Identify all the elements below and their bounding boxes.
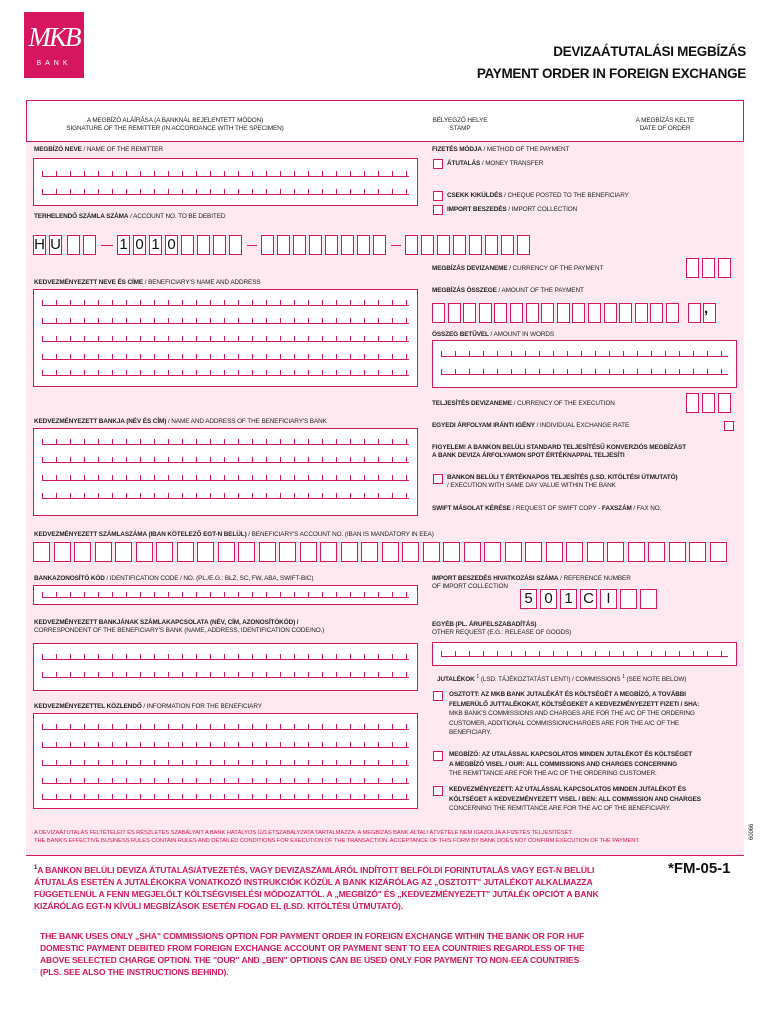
- iban-cell[interactable]: [74, 542, 91, 562]
- same-day-label: BANKON BELÜLI T ÉRTÉKNAPOS TELJESÍTÉS (LSD. KITÖLTÉSI ÚTMUTATÓ) / EXECUTION WITH SAME DAY VALUE WITHIN THE BANK: [447, 474, 678, 489]
- swift-copy-label: SWIFT MÁSOLAT KÉRÉSE / REQUEST OF SWIFT COPY - FAXSZÁM / FAX NO.: [432, 505, 662, 512]
- ben-option: KEDVEZMÉNYEZETT: AZ UTALÁSSAL KAPCSOLATOS MINDEN JUTALÉKOT ÉS KÖLTSÉGET A KEDVEZMÉNYEZETT VISEL / BEN: ALL COMMISSION AND CHARGES CONCERNING THE REMITTANCE ARE FOR THE A/C OF THE BENEFICIARY.: [449, 786, 701, 813]
- account-cell[interactable]: [357, 235, 370, 255]
- import-ref-cell[interactable]: [620, 589, 637, 609]
- iban-cell[interactable]: [566, 542, 583, 562]
- amount-cell[interactable]: [463, 303, 476, 323]
- amount-cell[interactable]: [666, 303, 679, 323]
- import-ref-cell[interactable]: 0: [540, 589, 557, 609]
- iban-cell[interactable]: [525, 542, 542, 562]
- iban-cell[interactable]: [382, 542, 399, 562]
- same-day-checkbox[interactable]: [433, 474, 443, 484]
- account-cell[interactable]: [453, 235, 466, 255]
- correspondent-label: KEDVEZMÉNYEZETT BANKJÁNAK SZÁMLAKAPCSOLATA (NÉV, CÍM, AZONOSÍTÓKÓD) / CORRESPONDENT OF THE BENEFICIARY'S BANK (NAME, ADDRESS, IDENTIFICATION CODE/NO.): [34, 619, 325, 634]
- amount-cell[interactable]: [526, 303, 539, 323]
- rate-label: EGYEDI ÁRFOLYAM IRÁNTI IGÉNY / INDIVIDUAL EXCHANGE RATE: [432, 422, 630, 429]
- account-cell[interactable]: [229, 235, 242, 255]
- amount-cell[interactable]: [572, 303, 585, 323]
- our-checkbox[interactable]: [433, 751, 443, 761]
- iban-cell[interactable]: [505, 542, 522, 562]
- import-collection-checkbox[interactable]: [433, 205, 443, 215]
- amount-cell[interactable]: [448, 303, 461, 323]
- iban-cell[interactable]: [218, 542, 235, 562]
- account-separator: [391, 245, 401, 246]
- rate-checkbox[interactable]: [724, 421, 734, 431]
- title-en: PAYMENT ORDER IN FOREIGN EXCHANGE: [476, 66, 746, 81]
- other-label: EGYÉB (PL. ÁRUFELSZABADÍTÁS) OTHER REQUEST (E.G.: RELEASE OF GOODS): [432, 621, 572, 636]
- account-cell[interactable]: [181, 235, 194, 255]
- account-cell[interactable]: [341, 235, 354, 255]
- iban-cell[interactable]: [259, 542, 276, 562]
- info-label: KEDVEZMÉNYEZETTEL KÖZLENDŐ / INFORMATION FOR THE BENEFICIARY: [34, 703, 262, 710]
- form-code: *FM-05-1: [668, 860, 731, 877]
- import-ref-cell[interactable]: C: [580, 589, 597, 609]
- money-transfer-checkbox[interactable]: [433, 159, 443, 169]
- account-cell[interactable]: [421, 235, 434, 255]
- remitter-field[interactable]: [33, 158, 418, 206]
- footnote-en: THE BANK USES ONLY „SHA" COMMISSIONS OPTION FOR PAYMENT ORDER IN FOREIGN EXCHANGE WITHIN THE BANK OR FOR HUF DOMESTIC PAYMENT DEBITED FROM FOREIGN EXCHANGE ACCOUNT OR PAYMENT SENT TO EEA COUNTRIES REGARDLESS OF THE ABOVE SELECTED CHARGE OPTION. THE "OUR" AND „BEN" OPTIONS CAN BE USED ONLY FOR PAYMENT TO NON-EEA COUNTRIES (PLS. SEE ALSO THE INSTRUCTIONS BEHIND).: [40, 931, 585, 977]
- account-cell[interactable]: [83, 235, 96, 255]
- currency-cell[interactable]: [702, 258, 715, 278]
- exec-currency-field[interactable]: [686, 393, 734, 415]
- money-transfer-label: ÁTUTALÁS / MONEY TRANSFER: [447, 160, 544, 167]
- commissions-label: JUTALÉKOK $^1$ (LSD. TÁJÉKOZTATÁST LENT!) / COMMISSIONS $^1$ (SEE NOTE BELOW): [437, 674, 687, 684]
- account-cell[interactable]: [197, 235, 210, 255]
- account-cell[interactable]: [261, 235, 274, 255]
- footnote-hu: $^1$A BANKON BELÜLI DEVIZA ÁTUTALÁS/ÁTVEZETÉS, VAGY DEVIZASZÁMLÁRÓL INDÍTOTT BELFÖLDI FORINTUTALÁS VAGY EGT-N BELÜLI ÁTUTALÁS ESETÉN A JUTALÉKOKRA VONATKOZÓ INSTRUKCIÓK KÖZÜL A BANK KIZÁRÓLAG AZ „OSZTOTT" JUTALÉKOT ALKALMAZZA FÜGGETLENÜL A FENN MEGJELÖLT KÖLTSÉGVISELÉSI MÓDOZATTÓL. A „MEGBÍZÓ" ÉS „KEDVEZMÉNYEZETT" JUTALÉK OPCIÓT A BANK KIZÁRÓLAG EGT-N KÍVÜLI MEGBÍZÁSOK ESETÉN FOGAD EL (LSD. KITÖLTÉSI ÚTMUTATÓ).: [34, 864, 599, 911]
- amount-field[interactable]: [432, 303, 737, 325]
- account-number-field[interactable]: [33, 235, 633, 257]
- account-cell[interactable]: [293, 235, 306, 255]
- iban-cell[interactable]: [443, 542, 460, 562]
- account-cell[interactable]: [373, 235, 386, 255]
- iban-cell[interactable]: [54, 542, 71, 562]
- iban-cell[interactable]: [587, 542, 604, 562]
- mkb-bank-logo: [24, 12, 84, 78]
- amount-cell[interactable]: [604, 303, 617, 323]
- exec-currency-label: TELJESÍTÉS DEVIZANEME / CURRENCY OF THE EXECUTION: [432, 400, 615, 407]
- amount-cell[interactable]: [541, 303, 554, 323]
- iban-cell[interactable]: [341, 542, 358, 562]
- info-field[interactable]: [33, 713, 418, 809]
- words-label: ÖSSZEG BETŰVEL / AMOUNT IN WORDS: [432, 331, 555, 338]
- account-cell[interactable]: [67, 235, 80, 255]
- cheque-label: CSEKK KIKÜLDÉS / CHEQUE POSTED TO THE BENEFICIARY: [447, 192, 629, 199]
- iban-cell[interactable]: [648, 542, 665, 562]
- beneficiary-account-label: KEDVEZMÉNYEZETT SZÁMLASZÁMA (IBAN KÖTELEZŐ EGT-N BELÜL) / BENEFICIARY'S ACCOUNT NO. (IBAN IS MANDATORY IN EEA): [34, 531, 434, 538]
- iban-cell[interactable]: [464, 542, 481, 562]
- iban-cell[interactable]: [177, 542, 194, 562]
- account-cell[interactable]: U: [50, 236, 61, 253]
- account-cell[interactable]: [485, 235, 498, 255]
- ben-checkbox[interactable]: [433, 786, 443, 796]
- account-cell[interactable]: [325, 235, 338, 255]
- amount-cell[interactable]: [557, 303, 570, 323]
- iban-cell[interactable]: [33, 542, 50, 562]
- import-ref-cell[interactable]: I: [600, 589, 617, 609]
- iban-cell[interactable]: [238, 542, 255, 562]
- our-option: MEGBÍZÓ: AZ UTALÁSSAL KAPCSOLATOS MINDEN JUTALÉKOT ÉS KÖLTSÉGET A MEGBÍZÓ VISEL / OUR: ALL COMMISSIONS AND CHARGES CONCERNING THE REMITTANCE ARE FOR THE A/C OF THE ORDERING CUSTOMER.: [449, 751, 693, 778]
- amount-cell[interactable]: [510, 303, 523, 323]
- iban-cell[interactable]: [115, 542, 132, 562]
- iban-cell[interactable]: [136, 542, 153, 562]
- account-cell[interactable]: [469, 235, 482, 255]
- conversion-notice: FIGYELEM! A BANKON BELÜLI STANDARD TELJESÍTÉSŰ KONVERZIÓS MEGBÍZÁST A BANK DEVIZA ÁRFOLYAMON SPOT ÉRTÉKNAPPAL TELJESÍTI: [432, 444, 687, 459]
- account-cell[interactable]: 0: [165, 235, 178, 255]
- account-cell[interactable]: 1: [149, 235, 162, 255]
- beneficiary-field[interactable]: [33, 289, 418, 387]
- amount-cell[interactable]: [635, 303, 648, 323]
- amount-label: MEGBÍZÁS ÖSSZEGE / AMOUNT OF THE PAYMENT: [432, 287, 584, 294]
- iban-cell[interactable]: [710, 542, 727, 562]
- amount-cell[interactable]: [432, 303, 445, 323]
- beneficiary-account-field[interactable]: [33, 542, 738, 564]
- iban-cell[interactable]: [689, 542, 706, 562]
- currency-label: MEGBÍZÁS DEVIZANEME / CURRENCY OF THE PAYMENT: [432, 265, 604, 272]
- import-ref-cell[interactable]: [640, 589, 657, 609]
- amount-words-field[interactable]: [432, 340, 737, 388]
- account-cell[interactable]: 0: [133, 235, 146, 255]
- amount-cell[interactable]: [688, 303, 701, 323]
- iban-cell[interactable]: [95, 542, 112, 562]
- iban-cell[interactable]: [320, 542, 337, 562]
- account-cell[interactable]: [405, 235, 418, 255]
- sha-checkbox[interactable]: [433, 691, 443, 701]
- iban-cell[interactable]: [628, 542, 645, 562]
- iban-cell[interactable]: [279, 542, 296, 562]
- import-ref-label: IMPORT BESZEDÉS HIVATKOZÁSI SZÁMA / REFERENCE NUMBER OF IMPORT COLLECTION: [432, 575, 631, 590]
- import-ref-cell[interactable]: 5: [520, 589, 537, 609]
- amount-cell[interactable]: [588, 303, 601, 323]
- bank-code-field[interactable]: [33, 585, 418, 605]
- date-label: A MEGBÍZÁS KELTE DATE OF ORDER: [635, 117, 695, 132]
- beneficiary-label: KEDVEZMÉNYEZETT NEVE ÉS CÍME / BENEFICIARY'S NAME AND ADDRESS: [34, 279, 261, 286]
- account-separator: [101, 245, 113, 246]
- iban-cell[interactable]: [197, 542, 214, 562]
- other-request-field[interactable]: [432, 642, 737, 666]
- currency-field[interactable]: [686, 258, 734, 280]
- iban-cell[interactable]: [423, 542, 440, 562]
- account-cell[interactable]: [437, 235, 450, 255]
- amount-decimal-comma: ,: [704, 300, 709, 317]
- stamp-label: BÉLYEGZŐ HELYE STAMP: [432, 117, 488, 132]
- cheque-checkbox[interactable]: [433, 191, 443, 201]
- signature-label: A MEGBÍZÓ ALÁÍRÁSA (A BANKNÁL BEJELENTETT MÓDON) SIGNATURE OF THE REMITTER (IN ACCORDANCE WITH THE SPECIMEN): [66, 117, 284, 132]
- iban-cell[interactable]: [484, 542, 501, 562]
- iban-cell[interactable]: [156, 542, 173, 562]
- currency-cell[interactable]: [686, 258, 699, 278]
- amount-cell[interactable]: [479, 303, 492, 323]
- account-cell[interactable]: [213, 235, 226, 255]
- account-label: TERHELENDŐ SZÁMLA SZÁMA / ACCOUNT NO. TO BE DEBITED: [34, 213, 226, 220]
- remitter-label: MEGBÍZÓ NEVE / NAME OF THE REMITTER: [34, 146, 163, 153]
- account-cell[interactable]: [517, 235, 530, 255]
- currency-cell[interactable]: [718, 258, 731, 278]
- account-cell[interactable]: [277, 235, 290, 255]
- beneficiary-bank-field[interactable]: [33, 428, 418, 516]
- bank-code-label: BANKAZONOSÍTÓ KÓD / IDENTIFICATION CODE / NO. (PL./E.G.: BLZ, SC, FW, ABA, SWIFT-BIC): [34, 575, 314, 582]
- account-cell[interactable]: 1: [117, 235, 130, 255]
- side-code: 60066: [749, 823, 755, 840]
- title-hu: DEVIZAÁTUTALÁSI MEGBÍZÁS: [553, 44, 746, 59]
- iban-cell[interactable]: [669, 542, 686, 562]
- disclaimer: A DEVIZAÁTUTALÁS FELTÉTELEIT ÉS RÉSZLETES SZABÁLYAIT A BANK HATÁLYOS ÜZLETSZABÁLYZATA TARTALMAZZA. A MEGBÍZÁS BANK ÁLTALI ÁTVÉTELE NEM IGAZOLJA A FIZETÉS TELJESÍTÉSÉT. THE BANK'S EFFECTIVE BUSINESS RULES CONTAIN RULES AND DETAILED CONDITIONS FOR EXECUTION OF THE TRANSACTION. ACCEPTANCE OF THIS FORM BY BANK DOES NOT CONFIRM EXECUTION OF THE PAYMENT.: [34, 830, 640, 844]
- logo-word: BANK: [36, 60, 72, 67]
- iban-cell[interactable]: [546, 542, 563, 562]
- import-ref-field[interactable]: [520, 589, 670, 611]
- account-separator: [247, 245, 257, 246]
- amount-cell[interactable]: [650, 303, 663, 323]
- logo-letters: MKB: [28, 22, 80, 52]
- correspondent-field[interactable]: [33, 643, 418, 691]
- account-cell[interactable]: [501, 235, 514, 255]
- sha-option: OSZTOTT: AZ MKB BANK JUTALÉKÁT ÉS KÖLTSÉGÉT A MEGBÍZÓ, A TOVÁBBI FELMERÜLŐ JUTTALÉKOKAT, KÖLTSÉGEKET A KEDVEZMÉNYEZETT FIZETI / SHA: MKB BANK'S COMMISSIONS AND CHARGES ARE FOR THE A/C OF THE ORDERING CUSTOMER, ADDITIONAL COMMISSION/CHARGES ARE FOR THE A/C OF THE BENEFICIARY.: [449, 691, 700, 737]
- iban-cell[interactable]: [607, 542, 624, 562]
- import-collection-label: IMPORT BESZEDÉS / IMPORT COLLECTION: [447, 206, 578, 213]
- beneficiary-bank-label: KEDVEZMÉNYEZETT BANKJA (NÉV ÉS CÍM) / NAME AND ADDRESS OF THE BENEFICIARY'S BANK: [34, 418, 327, 425]
- iban-cell[interactable]: [300, 542, 317, 562]
- iban-cell[interactable]: [361, 542, 378, 562]
- currency-cell[interactable]: [718, 393, 731, 413]
- account-cell[interactable]: [309, 235, 322, 255]
- currency-cell[interactable]: [686, 393, 699, 413]
- import-ref-cell[interactable]: 1: [560, 589, 577, 609]
- iban-cell[interactable]: [402, 542, 419, 562]
- currency-cell[interactable]: [702, 393, 715, 413]
- amount-cell[interactable]: [494, 303, 507, 323]
- account-cell[interactable]: H: [34, 236, 45, 253]
- amount-cell[interactable]: [619, 303, 632, 323]
- payment-method-label: FIZETÉS MÓDJA / METHOD OF THE PAYMENT: [432, 146, 570, 153]
